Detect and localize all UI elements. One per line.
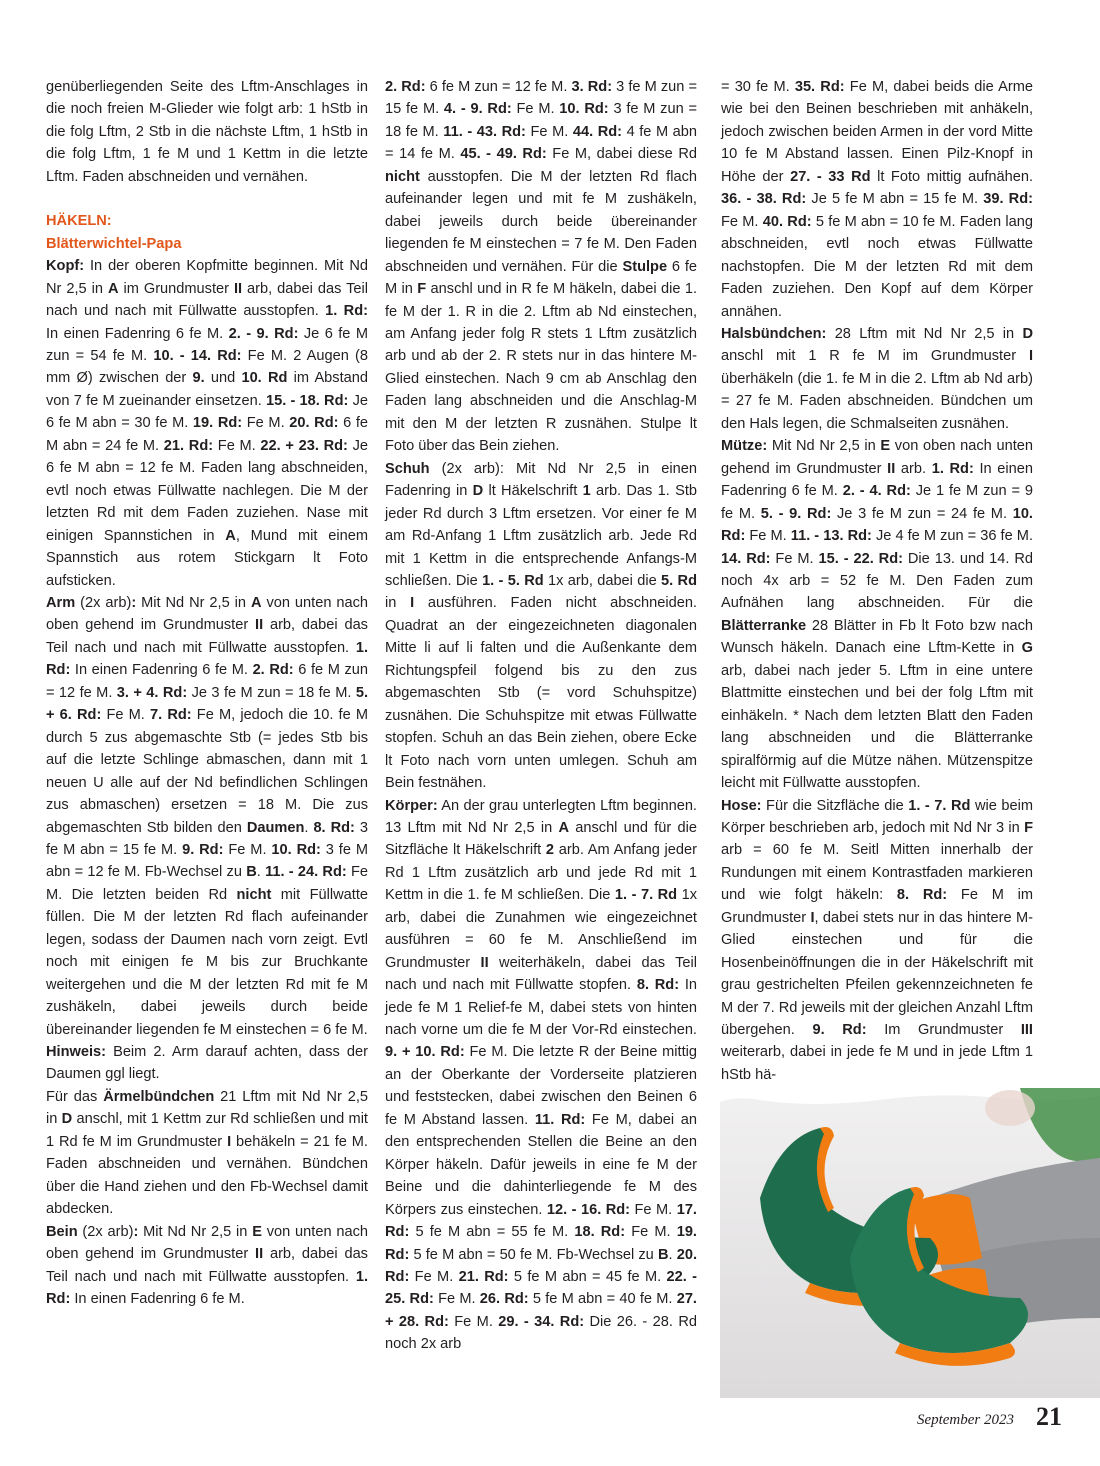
paragraph bbox=[46, 76, 368, 188]
issue-date: September 2023 bbox=[916, 1412, 1014, 1428]
text-column-3 bbox=[721, 76, 1033, 1086]
text-column-1 bbox=[46, 76, 368, 1310]
text: genüberliegenden Seite des Lftm-Anschlages in die noch freien M-Glieder wie folgt arb: 1 hStb in die folg Lftm, 2 Stb in die nächste Lftm, 1 hStb in die folg Lftm, 1 fe M und 1 Kettm in die letzte Lftm. Faden abschneiden und vernähen. bbox=[46, 79, 368, 185]
section-heading: HÄKELN: bbox=[46, 213, 112, 230]
paragraph-arm: Arm (2x arb): Mit Nd Nr 2,5 in A von unten nach oben gehend im Grundmuster II arb, dabei das Teil nach und nach mit Füllwatte ausstopfen. 1. Rd: In einen Fadenring 6 fe M. 2. Rd: 6 fe M zun = 12 fe M. 3. + 4. Rd: Je 3 fe M zun = 18 fe M. 5. + 6. Rd: Fe M. 7. Rd: Fe M, jedoch die 10. fe M durch 5 zus abgemaschte Stb (= jedes Stb bis auf die letzte Schlinge abmaschen, dann mit 1 neuen U alle auf der Nd befindlichen Schlingen zus abmaschen) ersetzen = 18 M. Die zus abgemaschten Stb bilden den Daumen. 8. Rd: 3 fe M abn = 15 fe M. 9. Rd: Fe M. 10. Rd: 3 fe M abn = 12 fe M. Fb-Wechsel zu B. 11. - 24. Rd: Fe M. Die letzten beiden Rd nicht mit Füllwatte füllen. Die M der letzten Rd flach aufeinander legen, sodass der Daumen nach vorn zeigt. Evtl noch mit einigen fe M bis zur Bruchkante weitergehen und die M der letzten Rd mit fe M zushäkeln, dabei jeweils durch beide übereinander liegenden fe M einstechen = 6 fe M. bbox=[46, 594, 369, 1038]
page-number: 21 bbox=[1036, 1402, 1062, 1431]
paragraph-bein: Bein (2x arb): Mit Nd Nr 2,5 in E von unten nach oben gehend im Grundmuster II arb, dabei das Teil nach und nach mit Füllwatte ausstopfen. 1. Rd: In einen Fadenring 6 fe M. bbox=[46, 1223, 368, 1308]
paragraph-hals: Halsbündchen: 28 Lftm mit Nd Nr 2,5 in D anschl mit 1 R fe M im Grundmuster I überhäkeln (die 1. fe M in die 2. Lftm ab Nd arb) = 27 fe M. Faden abschneiden. Bündchen um den Hals legen, die Schmalseiten zusnähen. bbox=[721, 325, 1033, 432]
label: Kopf: bbox=[46, 258, 85, 275]
paragraph-hose: Hose: Für die Sitzfläche die 1. - 7. Rd wie beim Körper beschrieben arb, jedoch mit Nd Nr 3 in F arb = 60 fe M. Seitl Mitten innerhalb der Rundungen mit einem Kontrastfaden markieren und wie folgt häkeln: 8. Rd: Fe M im Grundmuster I, dabei stets nur in das hintere M-Glied einstechen und für die Hosenbeinöffnungen die in der Häkelschrift mit grau gestrichelten Pfeilen gekennzeichneten fe M der 7. Rd jeweils mit der gleichen Anzahl Lftm übergehen. 9. Rd: Im Grundmuster III weiterarb, dabei in jede fe M und in jede Lftm 1 hStb hä- bbox=[721, 797, 1033, 1083]
paragraph-koerper-cont: = 30 fe M. 35. Rd: Fe M, dabei beids die Arme wie bei den Beinen beschrieben mit anhäkeln, jedoch zwischen beiden Armen in der vord Mitte 10 fe M Abstand lassen. Einen Pilz-Knopf in Höhe der 27. - 33 Rd lt Foto mittig aufnähen. 36. - 38. Rd: Je 5 fe M abn = 15 fe M. 39. Rd: Fe M. 40. Rd: 5 fe M abn = 10 fe M. Faden lang abschneiden, evtl noch etwas Füllwatte nachstopfen. Die M der letzten Rd mit dem Faden zuziehen. Den Kopf auf dem Körper annähen. bbox=[721, 79, 1034, 320]
shoes-illustration bbox=[720, 1088, 1100, 1398]
pattern-title: Blätterwichtel-Papa bbox=[46, 235, 182, 252]
paragraph-bein-cont: 2. Rd: 6 fe M zun = 12 fe M. 3. Rd: 3 fe M zun = 15 fe M. 4. - 9. Rd: Fe M. 10. Rd: 3 fe M zun = 18 fe M. 11. - 43. Rd: Fe M. 44. Rd: 4 fe M abn = 14 fe M. 45. - 49. Rd: Fe M, dabei diese Rd nicht ausstopfen. Die M der letzten Rd flach aufeinander legen und mit fe M zushäkeln, dabei jeweils durch beide übereinander liegenden fe M einstechen = 7 fe M. Den Faden abschneiden und vernähen. Für die Stulpe 6 fe M in F anschl und in R fe M häkeln, dabei die 1. fe M der 1. R in die 2. Lftm ab Nd einstechen, am Anfang jeder folg R stets 1 Lftm zusätzlich arb und ab der 2. R stets nur in das hintere M-Glied einstechen. Nach 9 cm ab Anschlag den Faden lang abschneiden und die Anschlag-M mit den M der letzten R zusnähen. Stulpe lt Foto über das Bein ziehen. bbox=[385, 79, 698, 455]
paragraph-hinweis: Hinweis: Beim 2. Arm darauf achten, dass der Daumen ggl liegt. bbox=[46, 1044, 368, 1083]
paragraph-koerper: Körper: An der grau unterlegten Lftm beginnen. 13 Lftm mit Nd Nr 2,5 in A anschl und für die Sitzfläche lt Häkelschrift 2 arb. Am Anfang jeder Rd 1 Lftm zusätzlich arb und jede Rd mit 1 Kettm in die 1. fe M schließen. Die 1. - 7. Rd 1x arb, dabei die Zunahmen wie eingezeichnet ausführen = 60 fe M. Anschließend im Grundmuster II weiterhäkeln, dabei das Teil nach und nach mit Füllwatte stopfen. 8. Rd: In jede fe M 1 Relief-fe M, dabei stets von hinten nach vorne um die fe M der Vor-Rd einstechen. 9. + 10. Rd: Fe M. Die letzte R der Beine mittig an der Oberkante der Vorderseite platzieren und feststecken, dabei zwischen den Beinen 6 fe M Abstand lassen. 11. Rd: Fe M, dabei an den entsprechenden Stellen die Beine an den Körper häkeln. Dafür jeweils in eine fe M der Beine und die dahinterliegende fe M des Körpers zus einstechen. 12. - 16. Rd: Fe M. 17. Rd: 5 fe M abn = 55 fe M. 18. Rd: Fe M. 19. Rd: 5 fe M abn = 50 fe M. Fb-Wechsel zu B. 20. Rd: Fe M. 21. Rd: 5 fe M abn = 45 fe M. 22. - 25. Rd: Fe M. 26. Rd: 5 fe M abn = 40 fe M. 27. + 28. Rd: Fe M. 29. - 34. Rd: Die 26. - 28. Rd noch 2x arb bbox=[385, 797, 698, 1353]
paragraph-schuh: Schuh (2x arb): Mit Nd Nr 2,5 in einen Fadenring in D lt Häkelschrift 1 arb. Das 1. Stb jeder Rd durch 3 Lftm ersetzen. Vor einer fe M am Rd-Anfang 1 Lftm zusätzlich arb. Jede Rd mit 1 Kettm in die entsprechende Anfangs-M schließen. Die 1. - 5. Rd 1x arb, dabei die 5. Rd in I ausführen. Faden nicht abschneiden. Quadrat an der eingezeichneten diagonalen Mitte li auf li falten und die Außenkante dem Richtungspfeil folgend bis zu den zus abgemaschten Stb (= vord Schuhspitze) zusnähen. Die Schuhspitze mit etwas Füllwatte stopfen. Schuh an das Bein ziehen, obere Ecke lt Foto nach vorn unten umlegen. Schuh am Bein festnähen. bbox=[385, 460, 697, 792]
crochet-shoes-photo bbox=[720, 1088, 1100, 1398]
paragraph-aermel: Für das Ärmelbündchen 21 Lftm mit Nd Nr 2,5 in D anschl, mit 1 Kettm zur Rd schließen und mit 1 Rd fe M im Grundmuster I behäkeln = 21 fe M. Faden abschneiden und vernähen. Bündchen über die Hand ziehen und den Fb-Wechsel damit abdecken. bbox=[46, 1088, 368, 1218]
paragraph-kopf: Kopf: In der oberen Kopfmitte beginnen. Mit Nd Nr 2,5 in A im Grundmuster II arb, dabei das Teil nach und nach mit Füllwatte ausstopfen. 1. Rd: In einen Fadenring 6 fe M. 2. - 9. Rd: Je 6 fe M zun = 54 fe M. 10. - 14. Rd: Fe M. 2 Augen (8 mm Ø) zwischen der 9. und 10. Rd im Abstand von 7 fe M zueinander einsetzen. 15. - 18. Rd: Je 6 fe M abn = 30 fe M. 19. Rd: Fe M. 20. Rd: 6 fe M abn = 24 fe M. 21. Rd: Fe M. 22. + 23. Rd: Je 6 fe M abn = 12 fe M. Faden lang abschneiden, evtl noch etwas Füllwatte nachlegen. Die M der letzten Rd mit dem Faden zuziehen. Nase mit einigen Spannstichen in A, Mund mit einem Spannstich aus rotem Stickgarn lt Foto aufsticken. bbox=[46, 258, 369, 589]
text-column-2 bbox=[385, 76, 697, 1356]
paragraph-muetze: Mütze: Mit Nd Nr 2,5 in E von oben nach unten gehend im Grundmuster II arb. 1. Rd: In einen Fadenring 6 fe M. 2. - 4. Rd: Je 1 fe M zun = 9 fe M. 5. - 9. Rd: Je 3 fe M zun = 24 fe M. 10. Rd: Fe M. 11. - 13. Rd: Je 4 fe M zun = 36 fe M. 14. Rd: Fe M. 15. - 22. Rd: Die 13. und 14. Rd noch 4x arb = 52 fe M. Den Faden zum Aufnähen lang abschneiden. Für die Blätterranke 28 Blätter in Fb lt Foto bzw nach Wunsch häkeln. Danach eine Lftm-Kette in G arb, dabei nach jeder 5. Lftm in eine untere Blattmitte einstechen und bei der folg Lftm mit einhäkeln. * Nach dem letzten Blatt den Faden lang abschneiden und die Blätterranke spiralförmig auf die Mütze nähen. Mützenspitze leicht mit Füllwatte ausstopfen. bbox=[721, 438, 1034, 792]
